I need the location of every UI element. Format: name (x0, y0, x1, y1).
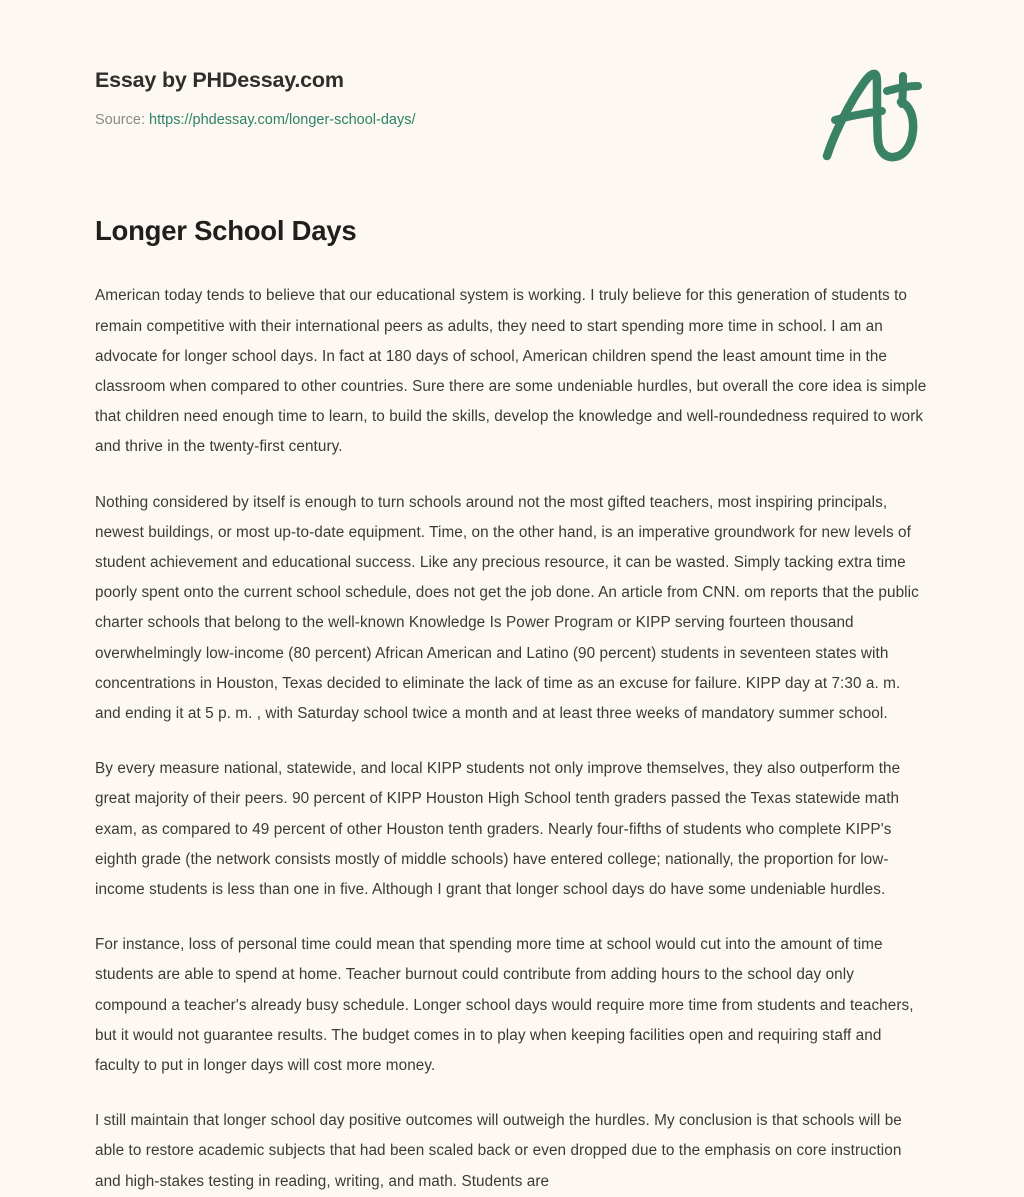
article-paragraph: By every measure national, statewide, and local KIPP students not only improve themselves, they also outperform the great majority of their peers. 90 percent of KIPP Houston High School tenth graders passed the Texas statewide math exam, as compared to 49 percent of other Houston tenth graders. Nearly four-fifths of students who complete KIPP's eighth grade (the network consists mostly of middle schools) have entered college; nationally, the proportion for low-income students is less than one in five. Although I grant that longer school days do have some undeniable hurdles. (95, 760, 901, 899)
brand-block (95, 68, 735, 130)
source-url-link[interactable]: https://phdessay.com/longer-school-days/ (149, 111, 416, 128)
brand-title: Essay by PHDessay.com (95, 68, 344, 92)
article-paragraph: American today tends to believe that our educational system is working. I truly believe for this generation of students to remain competitive with their international peers as adults, they need to start spending more time in school. I am an advocate for longer school days. In fact at 180 days of school, American children spend the least amount time in the classroom when compared to other countries. Sure there are some undeniable hurdles, but overall the core idea is simple that children need enough time to learn, to build the skills, develop the knowledge and well-roundedness required to work and thrive in the twenty-first century. (95, 287, 927, 456)
site-header (0, 0, 1024, 195)
article-paragraph: For instance, loss of personal time could mean that spending more time at school would cut into the amount of time students are able to spend at home. Teacher burnout could contribute from adding hours to the school day only compound a teacher's already busy schedule. Longer school days would require more time from students and teachers, but it would not guarantee results. The budget comes in to play when keeping facilities open and requiring staff and faculty to put in longer days will cost more money. (95, 936, 914, 1075)
article-paragraph: I still maintain that longer school day positive outcomes will outweigh the hurdles. My conclusion is that schools will be able to restore academic subjects that had been scaled back or even dropped due to the emphasis on core instruction and high-stakes testing in reading, writing, and math. Students are (95, 1112, 902, 1190)
source-label: Source: (95, 111, 145, 128)
page-title: Longer School Days (95, 215, 357, 246)
a-plus-icon (808, 57, 940, 169)
a-plus-logo[interactable] (808, 57, 940, 169)
source-line (95, 111, 735, 130)
article-paragraph: Nothing considered by itself is enough to turn schools around not the most gifted teachers, most inspiring principals, newest buildings, or most up-to-date equipment. Time, on the other hand, is an imperative groundwork for new levels of student achievement and educational success. Like any precious resource, it can be wasted. Simply tacking extra time poorly spent onto the current school schedule, does not get the job done. An article from CNN. om reports that the public charter schools that belong to the well-known Knowledge Is Power Program or KIPP serving fourteen thousand overwhelmingly low-income (80 percent) African American and Latino (90 percent) students in seventeen states with concentrations in Houston, Texas decided to eliminate the lack of time as an excuse for failure. KIPP day at 7:30 a. m. and ending it at 5 p. m. , with Saturday school twice a month and at least three weeks of mandatory summer school. (95, 493, 919, 723)
article (95, 214, 927, 1197)
